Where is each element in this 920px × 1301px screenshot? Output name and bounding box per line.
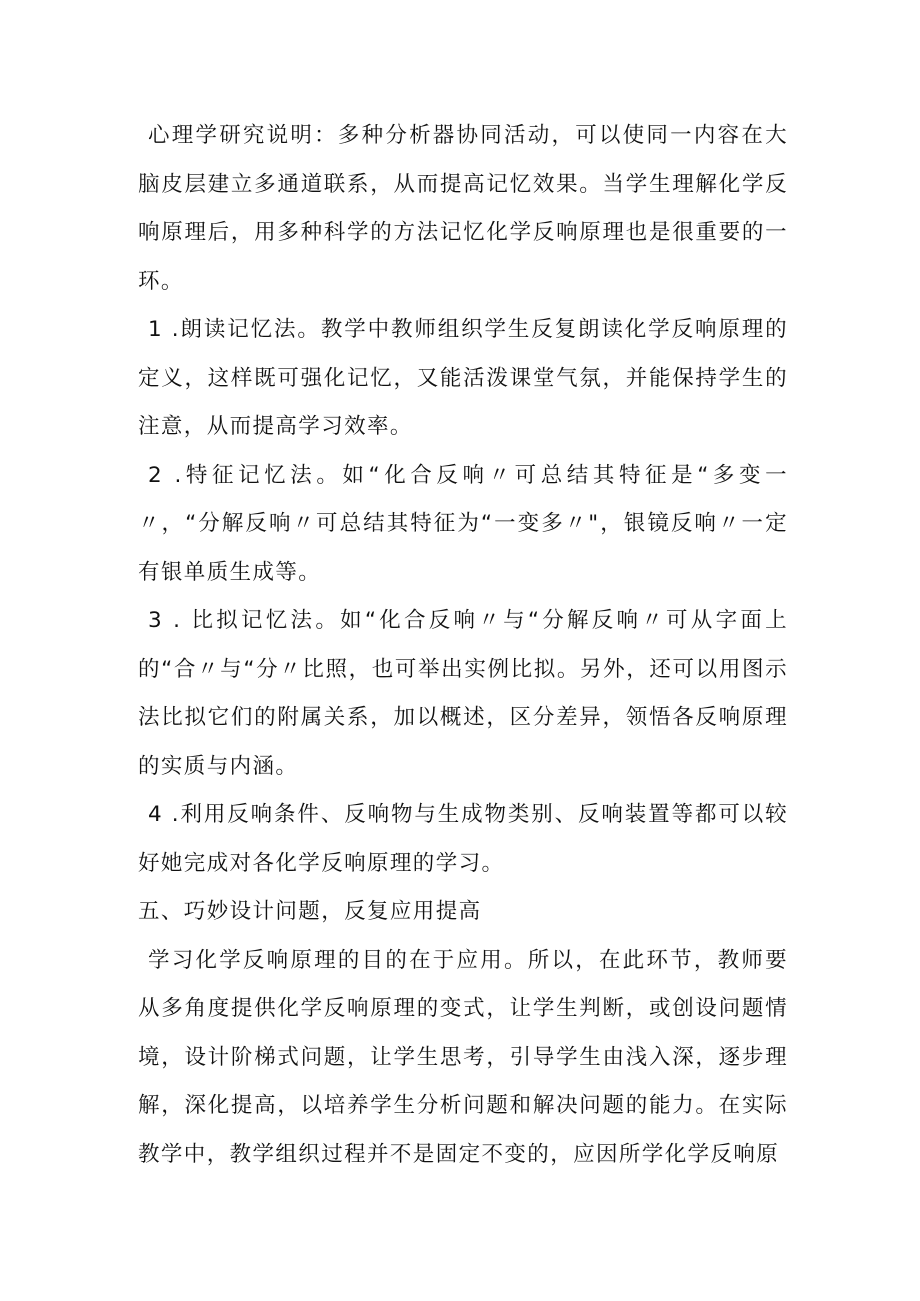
intro-paragraph: 心理学研究说明：多种分析器协同活动，可以使同一内容在大脑皮层建立多通道联系，从而提高记忆效果。当学生理解化学反响原理后，用多种科学的方法记忆化学反响原理也是很重要的一环。	[138, 123, 788, 294]
method-item-2: 2 .特征记忆法。如“化合反响〃可总结其特征是“多变一〃，“分解反响〃可总结其特征为“一变多〃"，银镜反响〃一定有银单质生成等。	[138, 462, 788, 585]
method-item-4: 4 .利用反响条件、反响物与生成物类别、反响装置等都可以较好她完成对各化学反响原理的学习。	[138, 802, 788, 876]
document-body	[138, 112, 788, 1179]
method-item-1: 1 .朗读记忆法。教学中教师组织学生反复朗读化学反响原理的定义，这样既可强化记忆，又能活泼课堂气氛，并能保持学生的注意，从而提高学习效率。	[138, 317, 788, 439]
method-item-3: 3 . 比拟记忆法。如“化合反响〃与“分解反响〃可从字面上的“合〃与“分〃比照，也可举出实例比拟。另外，还可以用图示法比拟它们的附属关系，加以概述，区分差异，领悟各反响原理的实质与内涵。	[138, 608, 788, 779]
section-heading: 五、巧妙设计问题，反复应用提高	[138, 899, 482, 924]
closing-paragraph: 学习化学反响原理的目的在于应用。所以，在此环节，教师要从多角度提供化学反响原理的变式，让学生判断，或创设问题情境，设计阶梯式问题，让学生思考，引导学生由浅入深，逐步理解，深化提高，以培养学生分析问题和解决问题的能力。在实际教学中，教学组织过程并不是固定不变的，应因所学化学反响原	[138, 947, 788, 1167]
